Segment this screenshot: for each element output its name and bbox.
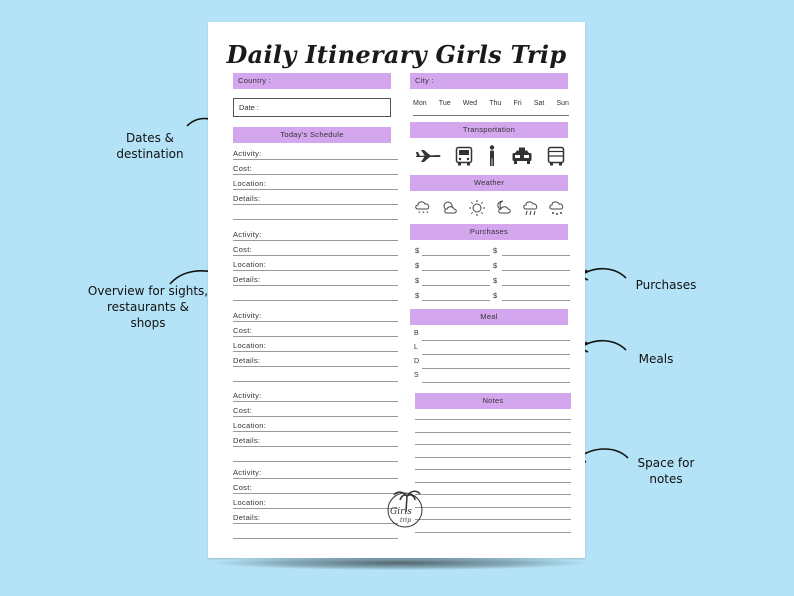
meal-entry-field[interactable] <box>422 354 570 355</box>
meal-letter: S <box>414 372 419 379</box>
schedule-details-field[interactable] <box>233 272 398 286</box>
callout-overview: Overview for sights, restaurants & shops <box>87 284 209 330</box>
weather-header <box>410 175 568 191</box>
currency-symbol: $ <box>415 246 420 255</box>
notes-line[interactable] <box>415 507 571 508</box>
purchase-amount-field[interactable] <box>422 300 490 301</box>
notes-line[interactable] <box>415 532 571 533</box>
meal-entry-field[interactable] <box>422 340 570 341</box>
transport-icons <box>415 144 565 168</box>
svg-text:* * *: * * * <box>418 211 429 217</box>
purchase-amount-field[interactable] <box>422 255 490 256</box>
currency-symbol: $ <box>493 246 498 255</box>
schedule-activity-label: Activity: <box>233 311 262 320</box>
girls-trip-logo-icon <box>382 484 428 530</box>
sun-cloud-icon[interactable] <box>440 199 460 217</box>
purchase-amount-field[interactable] <box>502 255 570 256</box>
country-field[interactable] <box>233 73 391 89</box>
schedule-details-extra-line[interactable] <box>233 448 398 462</box>
schedule-cost-field[interactable] <box>233 403 398 417</box>
sheet-title: Daily Itinerary Girls Trip <box>226 40 567 69</box>
taxi-icon[interactable] <box>511 147 533 165</box>
schedule-location-label: Location: <box>233 179 267 188</box>
schedule-location-label: Location: <box>233 498 267 507</box>
notes-header <box>415 393 571 409</box>
schedule-cost-field[interactable] <box>233 161 398 175</box>
city-label: City : <box>415 76 434 85</box>
purchase-amount-field[interactable] <box>502 285 570 286</box>
meal-header-label: Meal <box>480 312 498 321</box>
schedule-cost-label: Cost: <box>233 245 253 254</box>
meal-header <box>410 309 568 325</box>
schedule-header <box>233 127 391 143</box>
schedule-activity-label: Activity: <box>233 149 262 158</box>
schedule-cost-label: Cost: <box>233 406 253 415</box>
callout-notes: Space for notes <box>637 456 695 486</box>
notes-line[interactable] <box>415 519 571 520</box>
schedule-cost-label: Cost: <box>233 326 253 335</box>
schedule-details-extra-line[interactable] <box>233 287 398 301</box>
day-wed[interactable]: Wed <box>462 100 478 107</box>
schedule-details-label: Details: <box>233 194 261 203</box>
weather-header-label: Weather <box>473 178 505 187</box>
airplane-icon[interactable] <box>415 149 441 163</box>
weekday-row <box>413 100 569 116</box>
callout-purchases: Purchases <box>635 278 697 292</box>
schedule-details-label: Details: <box>233 275 261 284</box>
meal-entry-field[interactable] <box>422 368 570 369</box>
schedule-location-label: Location: <box>233 260 267 269</box>
date-field[interactable] <box>233 98 391 117</box>
meal-letter: B <box>414 330 419 337</box>
schedule-cost-label: Cost: <box>233 164 253 173</box>
transportation-header-label: Transportation <box>462 125 516 134</box>
schedule-location-field[interactable] <box>233 338 398 352</box>
transportation-header <box>410 122 568 138</box>
notes-line[interactable] <box>415 419 571 420</box>
purchase-amount-field[interactable] <box>422 285 490 286</box>
schedule-details-extra-line[interactable] <box>233 368 398 382</box>
notes-line[interactable] <box>415 457 571 458</box>
schedule-location-label: Location: <box>233 341 267 350</box>
schedule-activity-label: Activity: <box>233 468 262 477</box>
svg-text:trip: trip <box>400 517 412 524</box>
schedule-details-field[interactable] <box>233 433 398 447</box>
schedule-details-extra-line[interactable] <box>233 206 398 220</box>
notes-line[interactable] <box>415 432 571 433</box>
sheet-shadow <box>216 556 584 570</box>
notes-line[interactable] <box>415 482 571 483</box>
svg-text:Girls: Girls <box>390 507 412 517</box>
purchases-header <box>410 224 568 240</box>
currency-symbol: $ <box>415 261 420 270</box>
schedule-location-field[interactable] <box>233 495 398 509</box>
schedule-activity-field[interactable] <box>233 227 398 241</box>
schedule-activity-label: Activity: <box>233 391 262 400</box>
walking-person-icon[interactable] <box>487 145 497 167</box>
purchases-header-label: Purchases <box>469 227 509 236</box>
day-tue[interactable]: Tue <box>438 100 451 107</box>
purchase-amount-field[interactable] <box>502 300 570 301</box>
day-mon[interactable]: Mon <box>413 100 427 107</box>
notes-header-label: Notes <box>482 396 504 405</box>
currency-symbol: $ <box>415 291 420 300</box>
currency-symbol: $ <box>415 276 420 285</box>
schedule-location-field[interactable] <box>233 176 398 190</box>
schedule-header-label: Today's Schedule <box>280 130 344 139</box>
callout-meals: Meals <box>638 352 674 366</box>
currency-symbol: $ <box>493 276 498 285</box>
schedule-location-label: Location: <box>233 421 267 430</box>
schedule-activity-field[interactable] <box>233 465 398 479</box>
schedule-location-field[interactable] <box>233 418 398 432</box>
schedule-details-label: Details: <box>233 513 261 522</box>
schedule-details-field[interactable] <box>233 353 398 367</box>
schedule-activity-label: Activity: <box>233 230 262 239</box>
day-sat[interactable]: Sat <box>533 100 545 107</box>
callout-dates: Dates & destination <box>116 131 184 161</box>
city-field[interactable] <box>410 73 568 89</box>
schedule-details-field[interactable] <box>233 191 398 205</box>
date-label: Date : <box>239 103 260 112</box>
schedule-cost-label: Cost: <box>233 483 253 492</box>
currency-symbol: $ <box>493 291 498 300</box>
tram-icon[interactable] <box>547 146 565 166</box>
cloud-snow-icon[interactable] <box>414 199 432 217</box>
schedule-details-field[interactable] <box>233 510 398 524</box>
day-fri[interactable]: Fri <box>513 100 522 107</box>
currency-symbol: $ <box>493 261 498 270</box>
country-label: Country : <box>238 76 272 85</box>
meal-entry-field[interactable] <box>422 382 570 383</box>
schedule-location-field[interactable] <box>233 257 398 271</box>
schedule-activity-field[interactable] <box>233 308 398 322</box>
purchase-amount-field[interactable] <box>502 270 570 271</box>
meal-letter: L <box>414 344 418 351</box>
notes-line[interactable] <box>415 444 571 445</box>
cloud-rain-icon[interactable] <box>522 199 540 217</box>
notes-line[interactable] <box>415 494 571 495</box>
schedule-cost-field[interactable] <box>233 323 398 337</box>
weather-icons <box>414 198 566 218</box>
meal-letter: D <box>414 358 420 365</box>
day-sun[interactable]: Sun <box>556 100 569 107</box>
notes-line[interactable] <box>415 469 571 470</box>
itinerary-sheet <box>208 22 585 558</box>
bus-icon[interactable] <box>455 146 473 166</box>
cloud-hail-icon[interactable] <box>548 199 566 217</box>
schedule-activity-field[interactable] <box>233 146 398 160</box>
schedule-activity-field[interactable] <box>233 388 398 402</box>
sun-icon[interactable] <box>468 199 486 217</box>
schedule-details-label: Details: <box>233 356 261 365</box>
schedule-details-label: Details: <box>233 436 261 445</box>
purchase-amount-field[interactable] <box>422 270 490 271</box>
schedule-cost-field[interactable] <box>233 480 398 494</box>
schedule-details-extra-line[interactable] <box>233 525 398 539</box>
moon-cloud-icon[interactable] <box>494 199 514 217</box>
day-thu[interactable]: Thu <box>489 100 502 107</box>
schedule-cost-field[interactable] <box>233 242 398 256</box>
